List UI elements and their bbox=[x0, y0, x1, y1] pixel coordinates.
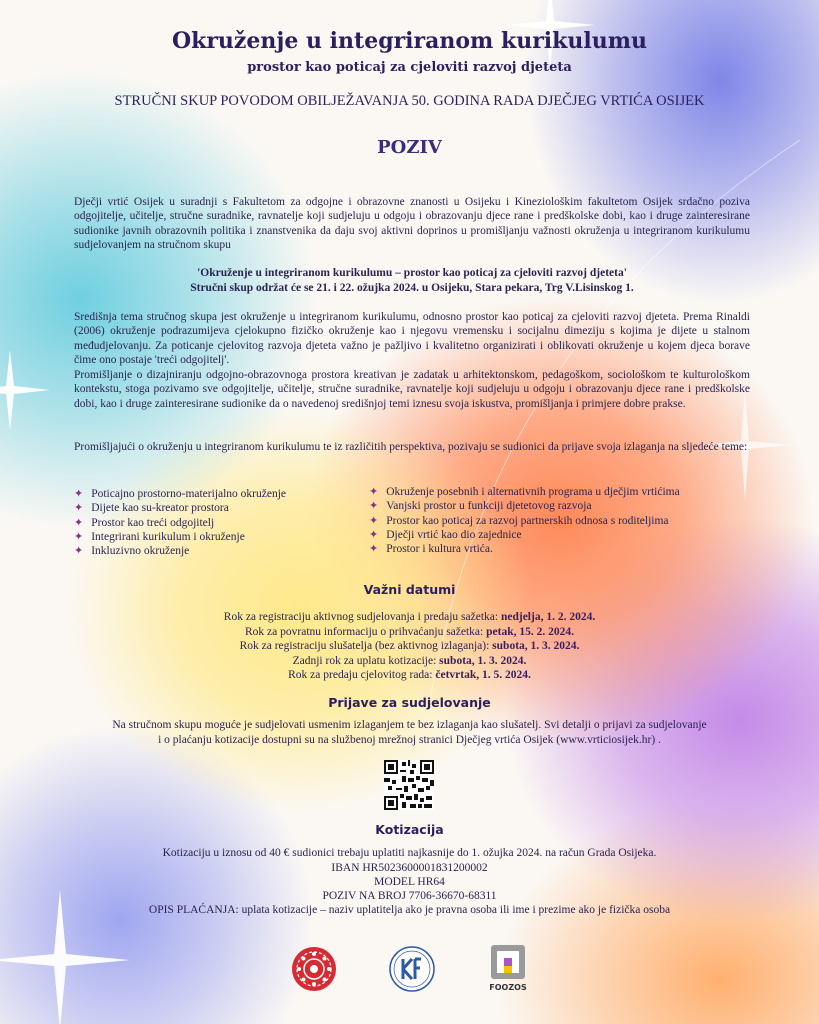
list-item: ✦ Prostor i kultura vrtića. bbox=[369, 542, 680, 556]
list-item: ✦ Poticajno prostorno-materijalno okruženje bbox=[74, 487, 286, 501]
kineziolosky-fakultet-logo bbox=[388, 945, 436, 993]
sparkle-star-icon bbox=[0, 350, 50, 430]
topics-list-left bbox=[74, 487, 286, 558]
body-paragraph-3: Promišljajući o okruženju u integriranom kurikulumu te iz različitih perspektiva, pozivaju se sudionici da prijave svoja izlaganja na sljedeće teme: bbox=[74, 441, 748, 453]
dates-list bbox=[0, 610, 819, 683]
prijave-line-2[interactable]: i o plaćanju kotizacije dostupni su na službenoj mrežnoj stranici Dječjeg vrtića Osijek (www.vrticiosijek.hr) . bbox=[158, 734, 661, 746]
date-row bbox=[0, 639, 819, 654]
dates-heading: Važni datumi bbox=[363, 582, 456, 597]
kotizacija-poziv-na-broj: POZIV NA BROJ 7706-36670-68311 bbox=[322, 890, 497, 902]
page-title: Okruženje u integriranom kurikulumu bbox=[171, 28, 648, 54]
body-paragraph-1: Središnja tema stručnog skupa jest okruženje u integriranom kurikulumu, odnosno prostor kao poticaj za cjeloviti razvoj djeteta. Prema Rinaldi (2006) okruženje podrazumijeva cjelokupno fizičko okruženje kao i njegovu vremensku i socijalnu dimeziju s kojima je dijete u stalnom međudjelovanju. Za poticanje cjelovitog razvoja djeteta važno je pažljivo i kvalitetno organizirati i oblikovati okruženje u kojem djeca borave čime ono postaje 'treći odgojitelj'. bbox=[74, 311, 750, 367]
topics-list-right bbox=[369, 485, 680, 556]
date-value: petak, 15. 2. 2024. bbox=[486, 625, 574, 638]
poziv-heading: POZIV bbox=[377, 137, 442, 158]
event-name: 'Okruženje u integriranom kurikulumu – prostor kao poticaj za cjeloviti razvoj djeteta' bbox=[197, 267, 627, 279]
occasion-line: STRUČNI SKUP POVODOM OBILJEŽAVANJA 50. GODINA RADA DJEČJEG VRTIĆA OSIJEK bbox=[114, 93, 705, 109]
date-row bbox=[0, 625, 819, 640]
kotizacija-heading: Kotizacija bbox=[375, 822, 444, 837]
date-value: nedjelja, 1. 2. 2024. bbox=[500, 611, 596, 623]
kotizacija-line: Kotizaciju u iznosu od 40 € sudionici trebaju uplatiti najkasnije do 1. ožujka 2024. na račun Grada Osijeka. bbox=[162, 847, 657, 859]
vrtic-osijek-logo bbox=[290, 945, 338, 993]
prijave-line-1: Na stručnom skupu moguće je sudjelovati usmenim izlaganjem te bez izlaganja kao slušatelj. Svi detalji o prijavi za sudjelovanje bbox=[112, 719, 707, 731]
list-item: ✦ Okruženje posebnih i alternativnih programa u dječjim vrtićima bbox=[369, 485, 680, 499]
date-row bbox=[0, 610, 819, 625]
body-paragraph-2: Promišljanje o dizajniranju odgojno-obrazovnoga prostora kreativan je zadatak u arhitektonskom, pedagoškom, sociološkom te kulturološkom kontekstu, stoga pozivamo sve odgojitelje, učitelje, stručne suradnike, ravnatelje koji sudjeluju u odgoju i obrazovanju djece rane i predškolske dobi, kao i druge zainteresirane sudionike da o navedenoj središnjoj temi iznesu svoja iskustva, promišljanja i primjere dobre prakse. bbox=[74, 369, 750, 410]
kotizacija-model: MODEL HR64 bbox=[374, 876, 445, 888]
date-value: četvrtak, 1. 5. 2024. bbox=[435, 669, 531, 682]
date-row bbox=[0, 668, 819, 683]
foozos-logo-mark bbox=[491, 945, 525, 979]
list-item: ✦ Inkluzivno okruženje bbox=[74, 544, 286, 558]
date-label: Rok za registraciju slušatelja (bez aktivnog izlaganja): bbox=[239, 640, 493, 653]
list-item: ✦ Dijete kao su-kreator prostora bbox=[74, 501, 286, 515]
list-item: ✦ Prostor kao poticaj za razvoj partnerskih odnosa s roditeljima bbox=[369, 514, 680, 528]
kotizacija-iban: IBAN HR5023600001831200002 bbox=[331, 862, 488, 874]
list-item: ✦ Prostor kao treći odgojitelj bbox=[74, 516, 286, 530]
prijave-heading: Prijave za sudjelovanje bbox=[328, 695, 491, 710]
list-item: ✦ Dječji vrtić kao dio zajednice bbox=[369, 528, 680, 542]
foozos-label: FOOZOS bbox=[489, 983, 527, 992]
list-item: ✦ Integrirani kurikulum i okruženje bbox=[74, 530, 286, 544]
date-label: Rok za predaju cjelovitog rada: bbox=[288, 669, 436, 682]
date-label: Zadnji rok za uplatu kotizacije: bbox=[292, 654, 440, 667]
qr-code[interactable] bbox=[384, 760, 434, 810]
intro-paragraph: Dječji vrtić Osijek u suradnji s Fakultetom za odgojne i obrazovne znanosti u Osijeku i Kineziološkim fakultetom Osijek srdačno poziva odgojitelje, učitelje, stručne suradnike, ravnatelje koji sudjeluju u odgoju i obrazovanju djece rane i predškolske dobi, kao i druge zainteresirane sudionike javnih obrazovnih politika i znanstvenika da daju svoj aktivni doprinos u promišljanju važnosti okruženja u integriranom kurikulumu sudjelovanjem na stručnom skupu bbox=[74, 196, 750, 252]
date-value: subota, 1. 3. 2024. bbox=[492, 640, 580, 653]
kotizacija-opis: OPIS PLAĆANJA: uplata kotizacije – naziv uplatitelja ako je pravna osoba ili ime i prezime ako je fizička osoba bbox=[148, 904, 671, 916]
page-subtitle: prostor kao poticaj za cjeloviti razvoj djeteta bbox=[247, 60, 572, 75]
date-value: subota, 1. 3. 2024. bbox=[439, 654, 527, 667]
event-date-location: Stručni skup održat će se 21. i 22. ožujka 2024. u Osijeku, Stara pekara, Trg V.Lisinskog 1. bbox=[190, 282, 634, 294]
foozos-logo bbox=[488, 945, 528, 997]
list-item: ✦ Vanjski prostor u funkciji djetetovog razvoja bbox=[369, 499, 680, 513]
date-label: Rok za registraciju aktivnog sudjelovanja i predaju sažetka: bbox=[223, 611, 501, 623]
date-row bbox=[0, 654, 819, 669]
date-label: Rok za povratnu informaciju o prihvaćanju sažetka: bbox=[245, 625, 487, 638]
